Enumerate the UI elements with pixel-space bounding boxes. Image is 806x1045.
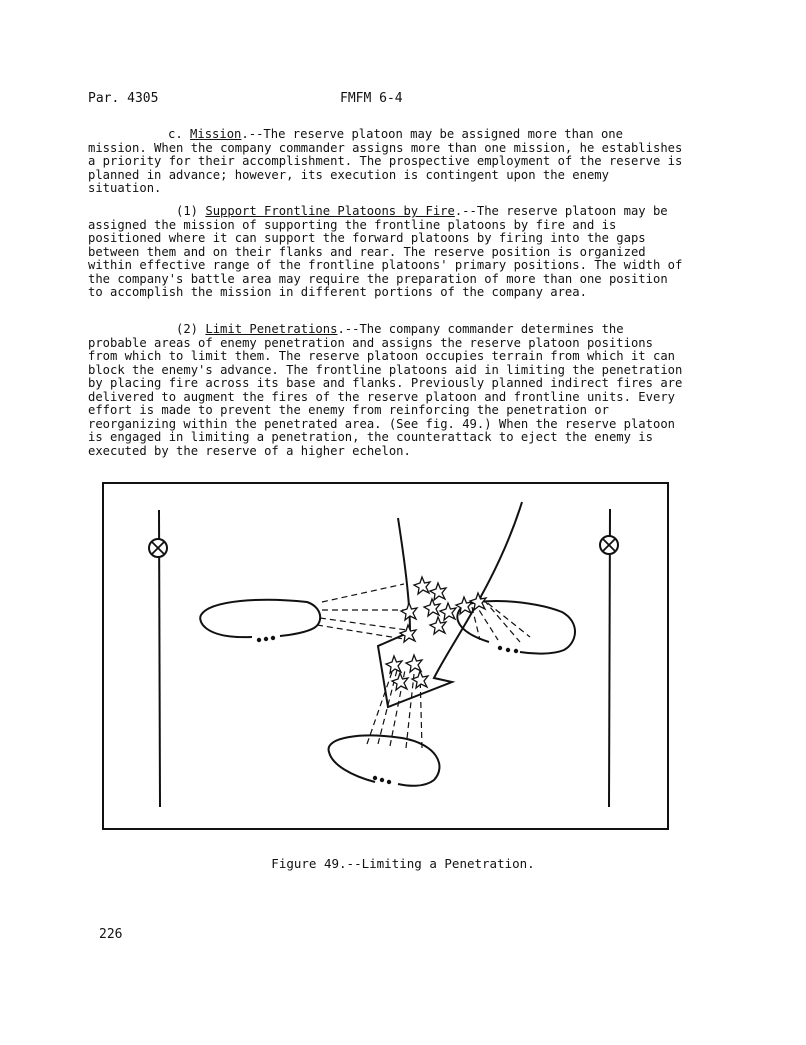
- figure-caption: Figure 49.--Limiting a Penetration.: [271, 856, 535, 871]
- paragraph-limit-penetrations-text: .--The company commander determines the probable areas of enemy penetration and assigns the reserve platoon positions from which to limit them. The reserve platoon occupies terrain from which it can block the enemy's advance. The frontline platoons aid in limiting the penetration by placing fire across its base and flanks. Previously planned indirect fires are delivered to augment the fires of the reserve platoon and frontline units. Every effort is made to prevent the enemy from reinforcing the penetration or reorganizing within the penetrated area. (See fig. 49.) When the reserve platoon is engaged in limiting a penetration, the counterattack to eject the enemy is executed by the reserve of a higher echelon.: [88, 322, 683, 458]
- paragraph-mission-title: Mission: [190, 127, 242, 141]
- header-paragraph-number: Par. 4305: [88, 91, 159, 106]
- paragraph-limit-penetrations-title: Limit Penetrations: [205, 322, 338, 336]
- paragraph-support-fire-text: .--The reserve platoon may be assigned the mission of supporting the frontline platoons by fire and is positioned where it can support the forward platoons by firing into the gaps between them and on their flanks and rear. The reserve position is organized within effective range of the frontline platoons' primary positions. The width of the company's battle area may require the preparation of more than one position to accomplish the mission in different portions of the company area.: [88, 204, 683, 299]
- page-number: 226: [99, 927, 123, 942]
- paragraph-support-fire-label: (1): [176, 204, 199, 218]
- paragraph-mission: [88, 128, 684, 196]
- left-platoon-position: [200, 584, 407, 642]
- paragraph-mission-label: c.: [168, 127, 183, 141]
- paragraph-limit-penetrations: [88, 323, 684, 458]
- right-boundary-marker: [600, 509, 618, 807]
- paragraph-limit-penetrations-label: (2): [176, 322, 199, 336]
- left-boundary-marker: [149, 510, 167, 807]
- paragraph-support-fire-title: Support Frontline Platoons by Fire: [205, 204, 455, 218]
- figure-frame: [103, 483, 668, 829]
- figure-penetration-diagram: [102, 482, 670, 832]
- paragraph-mission-text: .--The reserve platoon may be assigned more than one mission. When the company commander assigns more than one mission, he establishes a priority for their accomplishment. The prospective employment of the reserve is planned in advance; however, its execution is contingent upon the enemy situation.: [88, 127, 683, 195]
- paragraph-support-fire: [88, 205, 684, 300]
- header-manual-id: FMFM 6-4: [340, 91, 403, 106]
